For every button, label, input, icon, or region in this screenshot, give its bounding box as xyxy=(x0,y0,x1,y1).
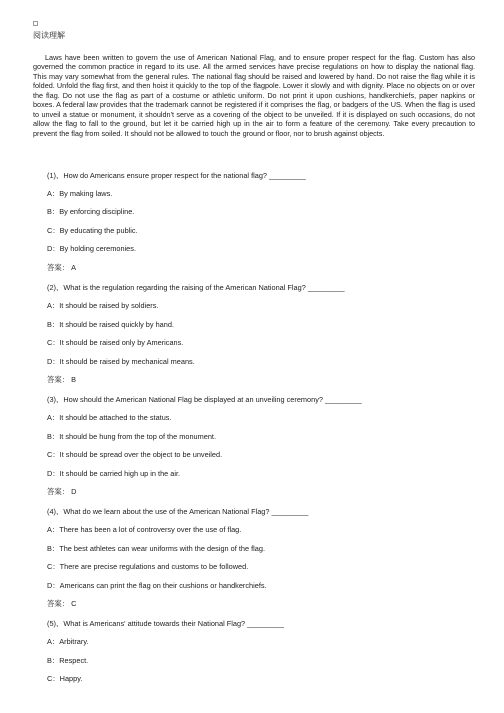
question-4-option-a: A：There has been a lot of controversy over the use of flag. xyxy=(47,525,242,534)
question-3-option-b: B：It should be hung from the top of the monument. xyxy=(47,432,217,441)
question-5-option-b: B：Respect. xyxy=(47,656,89,665)
question-3: (3)、How should the American National Flag be displayed at an unveiling ceremony? _________ xyxy=(47,395,362,404)
question-1-option-a: A：By making laws. xyxy=(47,189,113,198)
question-1-option-d: D：By holding ceremonies. xyxy=(47,244,136,253)
question-1-answer: 答案： A xyxy=(47,263,76,272)
question-3-option-c: C：It should be spread over the object to be unveiled. xyxy=(47,450,223,459)
question-4-option-d: D：Americans can print the flag on their cushions or handkerchiefs. xyxy=(47,581,267,590)
question-5-option-c: C：Happy. xyxy=(47,674,83,683)
reading-passage: Laws have been written to govern the use of American National Flag, and to ensure proper respect for the flag. Custom has also governed the common practice in regard to its use. All the armed services have precise regulations on how to display the national flag. This may vary somewhat from the general rules. The national flag should be raised and lowered by hand. Do not raise the flag while it is folded. Unfold the flag first, and then hoist it quickly to the top of the flagpole. Lower it slowly and with dignity. Place no objects on or over the flag. Do not use the flag as part of a costume or athletic uniform. Do not print it upon cushions, handkerchiefs, paper napkins or boxes. A federal law provides that the trademark cannot be registered if it comprises the flag, or badgers of the US. When the flag is used to unveil a statue or monument, it shouldn't serve as a covering of the object to be unveiled. If it is displayed on such occasions, do not allow the flag to fall to the ground, but let it be carried high up in the air to form a feature of the ceremony. Take every precaution to prevent the flag from soiled. It should not be allowed to touch the ground or floor, nor to brush against objects. xyxy=(33,53,475,138)
question-2-option-c: C：It should be raised only by Americans. xyxy=(47,338,184,347)
section-title: 阅读理解 xyxy=(33,31,65,40)
question-3-option-d: D：It should be carried high up in the air. xyxy=(47,469,181,478)
question-1-option-c: C：By educating the public. xyxy=(47,226,138,235)
question-1-option-b: B：By enforcing discipline. xyxy=(47,207,135,216)
question-4-option-c: C：There are precise regulations and customs to be followed. xyxy=(47,562,249,571)
question-2-option-b: B：It should be raised quickly by hand. xyxy=(47,320,174,329)
question-1: (1)、How do Americans ensure proper respect for the national flag? _________ xyxy=(47,171,306,180)
question-3-option-a: A：It should be attached to the status. xyxy=(47,413,172,422)
question-5-option-a: A：Arbitrary. xyxy=(47,637,89,646)
question-2-answer: 答案： B xyxy=(47,375,76,384)
question-2-option-d: D：It should be raised by mechanical means. xyxy=(47,357,195,366)
question-2-option-a: A：It should be raised by soldiers. xyxy=(47,301,159,310)
question-4-option-b: B：The best athletes can wear uniforms with the design of the flag. xyxy=(47,544,265,553)
question-2: (2)、What is the regulation regarding the raising of the American National Flag? _________ xyxy=(47,283,345,292)
question-4-answer: 答案： C xyxy=(47,599,77,608)
page-corner-mark xyxy=(33,21,38,26)
question-4: (4)、What do we learn about the use of the American National Flag? _________ xyxy=(47,507,309,516)
question-5: (5)、What is Americans' attitude towards their National Flag? _________ xyxy=(47,619,284,628)
question-3-answer: 答案： D xyxy=(47,487,77,496)
